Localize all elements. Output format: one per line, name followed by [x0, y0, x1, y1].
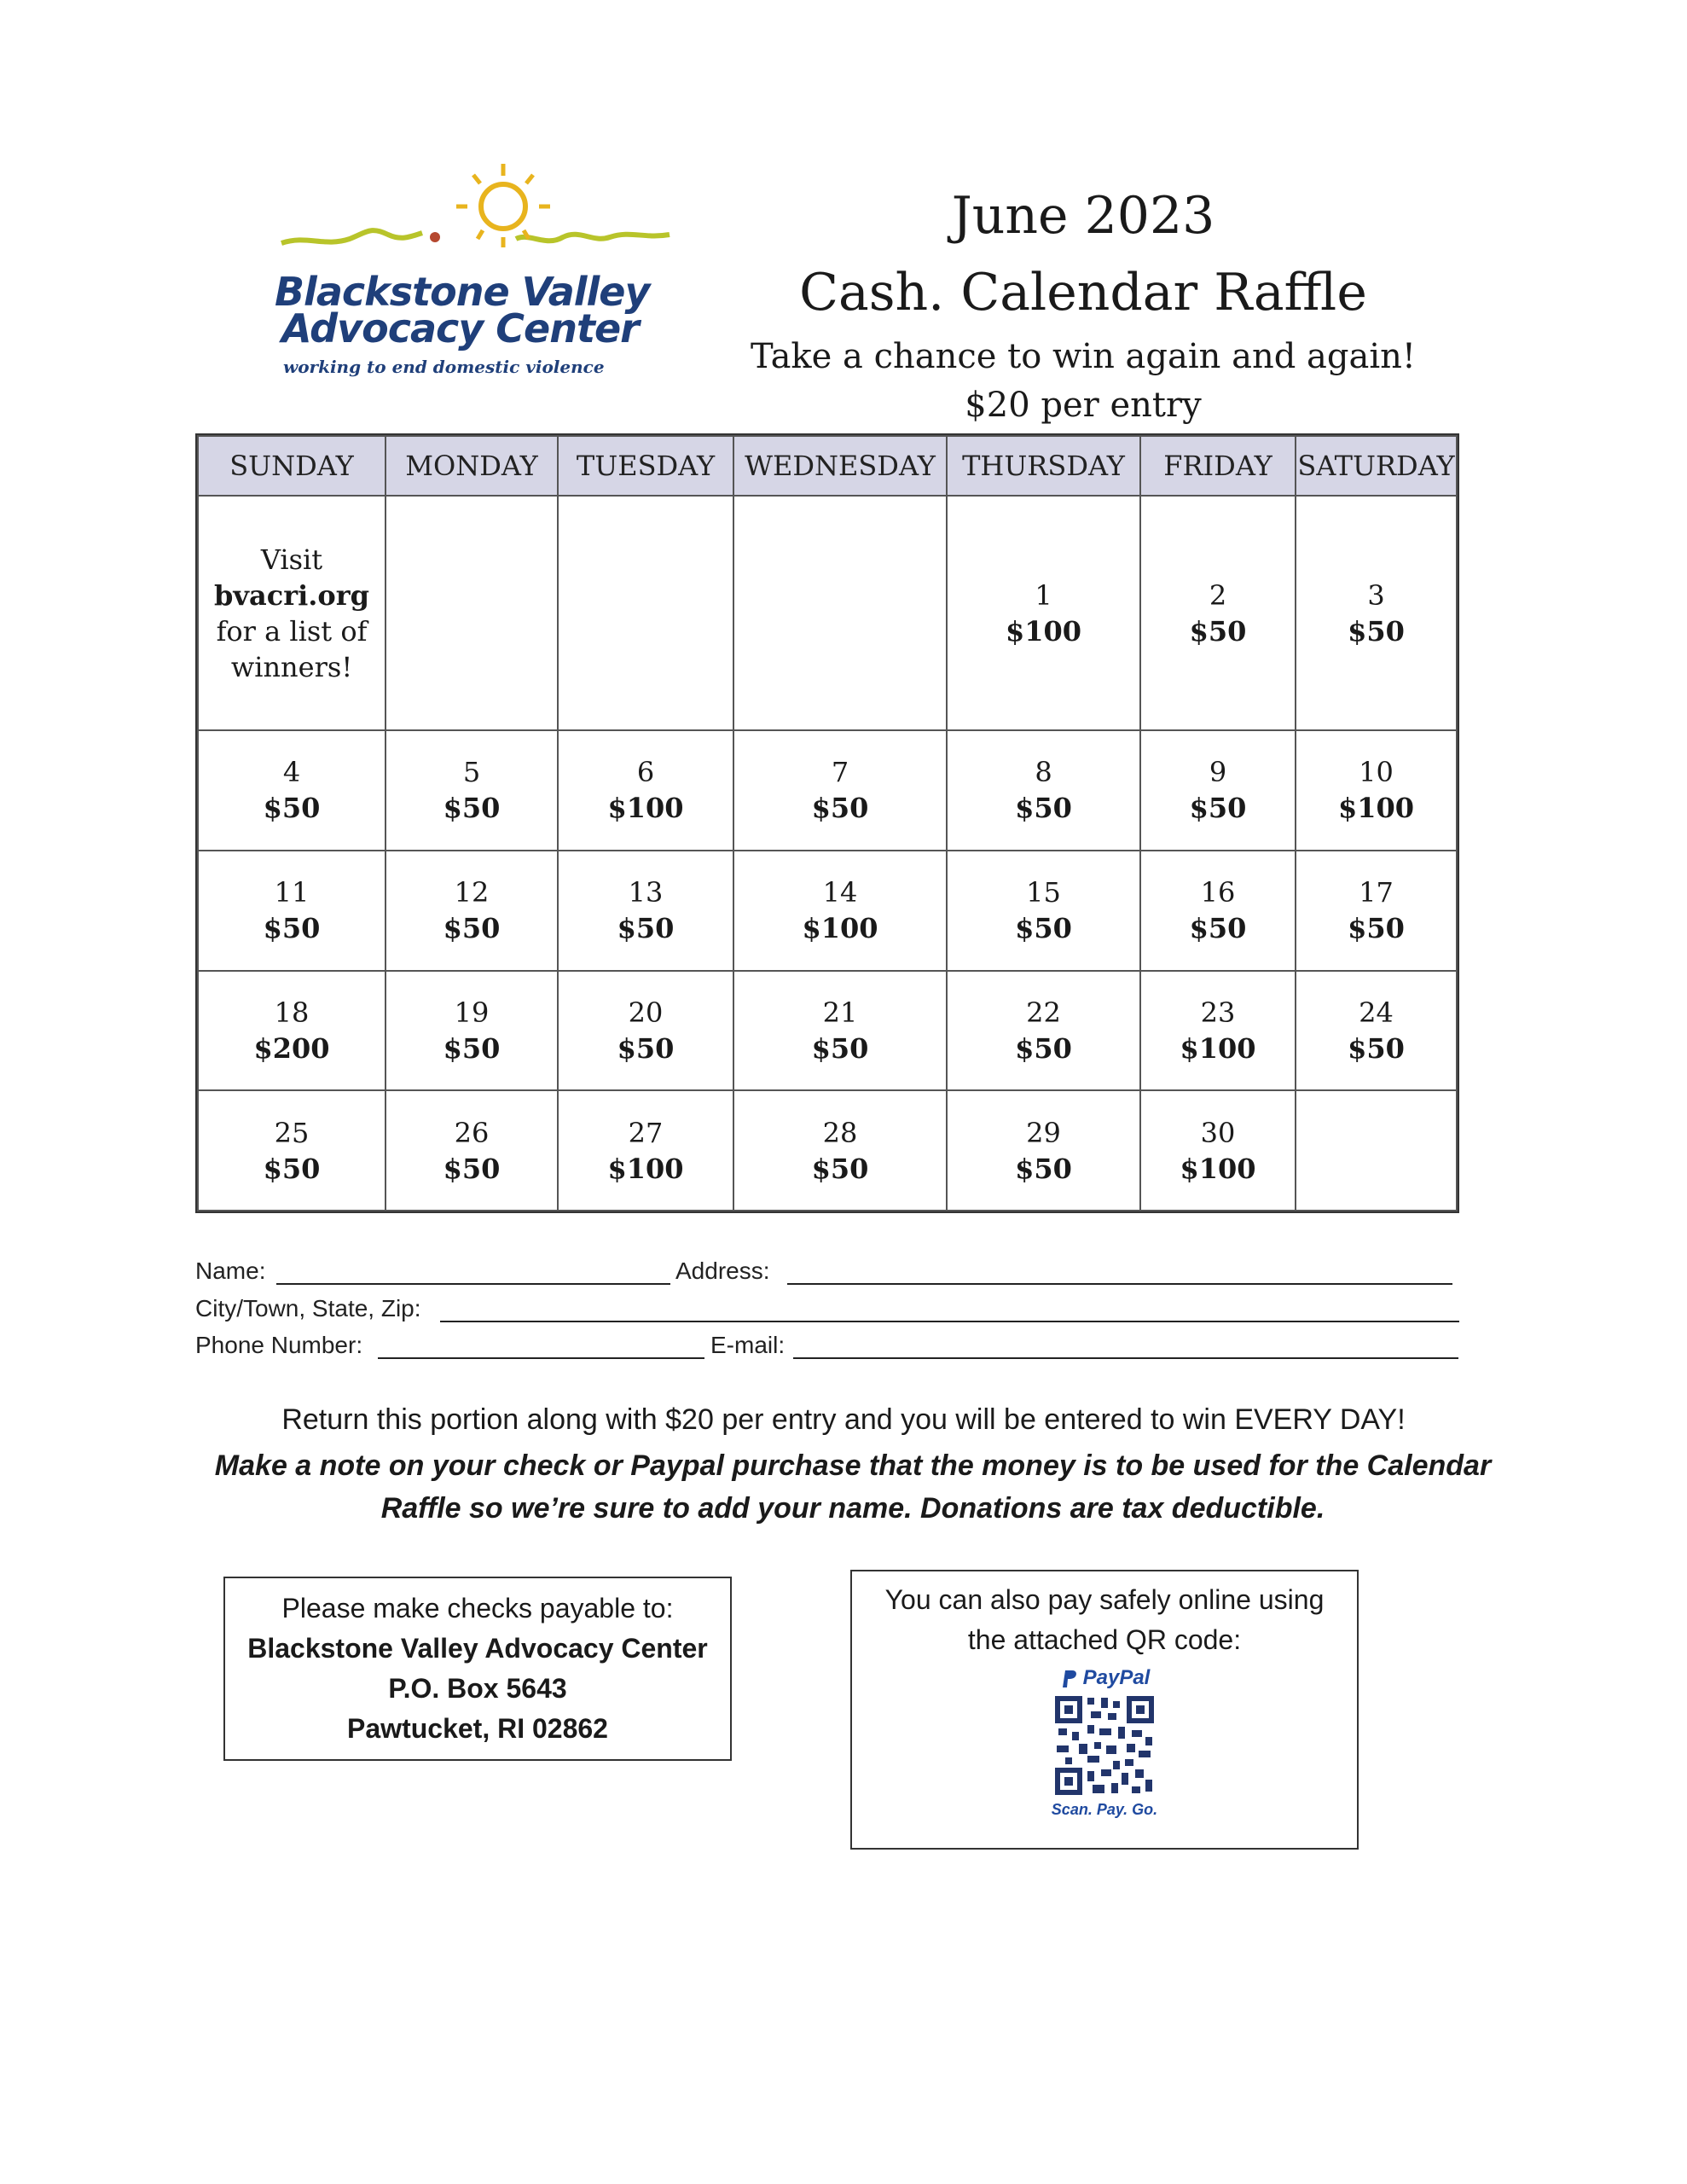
day-number: 15	[1026, 876, 1061, 909]
raffle-calendar	[195, 433, 1459, 1213]
prize-amount: $50	[263, 912, 321, 945]
payable-po-box: P.O. Box 5643	[388, 1673, 567, 1704]
check-note-line2: Raffle so we’re sure to add your name. Donations are tax deductible.	[380, 1492, 1325, 1525]
day-number: 22	[1026, 996, 1061, 1029]
calendar-day-cell	[558, 730, 733, 851]
payable-to-box	[223, 1577, 732, 1761]
calendar-week-row	[198, 851, 1457, 971]
day-number: 29	[1026, 1116, 1061, 1149]
raffle-title: Cash. Calendar Raffle	[799, 263, 1367, 322]
logo-tagline: working to end domestic violence	[283, 357, 605, 377]
calendar-day-cell	[386, 851, 558, 971]
prize-amount: $50	[1348, 912, 1405, 945]
day-number: 5	[462, 756, 481, 789]
calendar-day-cell	[558, 971, 733, 1091]
day-number: 23	[1200, 996, 1236, 1029]
calendar-day-cell	[947, 730, 1140, 851]
calendar-day-cell	[1140, 730, 1296, 851]
email-field[interactable]	[793, 1357, 1458, 1359]
city-label: City/Town, State, Zip:	[195, 1295, 421, 1321]
name-label: Name:	[195, 1258, 266, 1284]
calendar-day-cell	[947, 496, 1140, 730]
return-instructions: Return this portion along with $20 per entry and you will be entered to win EVERY DAY!	[281, 1403, 1406, 1436]
sun-logo-graphic	[273, 154, 691, 273]
winners-note-cell	[198, 496, 386, 730]
day-header-monday: MONDAY	[386, 436, 558, 496]
day-number: 8	[1035, 756, 1052, 789]
paypal-p-icon	[1059, 1667, 1078, 1687]
phone-field[interactable]	[378, 1357, 704, 1359]
calendar-day-cell	[1296, 730, 1457, 851]
day-number: 11	[274, 876, 310, 909]
calendar-day-cell	[1140, 851, 1296, 971]
calendar-day-cell	[198, 851, 386, 971]
prize-amount: $50	[443, 912, 501, 945]
prize-amount: $100	[1005, 614, 1082, 648]
day-number: 19	[454, 996, 490, 1029]
calendar-day-cell	[558, 851, 733, 971]
prize-amount: $50	[811, 1152, 869, 1185]
day-number: 24	[1359, 996, 1394, 1029]
logo-name-line1: Blackstone Valley	[275, 269, 650, 315]
empty-day-cell	[733, 496, 947, 730]
day-number: 16	[1200, 876, 1236, 909]
payable-city: Pawtucket, RI 02862	[347, 1713, 608, 1744]
prize-amount: $50	[1015, 1152, 1072, 1185]
calendar-day-cell	[558, 1090, 733, 1211]
empty-day-cell	[386, 496, 558, 730]
day-number: 18	[274, 996, 310, 1029]
day-number: 1	[1035, 578, 1052, 612]
day-number: 20	[628, 996, 664, 1029]
day-number: 21	[822, 996, 858, 1029]
logo-name-line2: Advocacy Center	[281, 305, 639, 351]
day-number: 27	[628, 1116, 664, 1149]
calendar-day-cell	[1140, 496, 1296, 730]
calendar-week-row	[198, 496, 1457, 730]
day-number: 4	[282, 756, 301, 789]
day-header-friday: FRIDAY	[1140, 436, 1296, 496]
prize-amount: $50	[1015, 912, 1072, 945]
calendar-day-cell	[198, 971, 386, 1091]
prize-amount: $100	[1180, 1031, 1256, 1065]
day-number: 28	[822, 1116, 858, 1149]
paypal-brand: PayPal	[1082, 1666, 1151, 1689]
empty-day-cell	[1296, 1090, 1457, 1211]
calendar-day-cell	[1296, 851, 1457, 971]
calendar-day-cell	[733, 730, 947, 851]
calendar-table	[197, 435, 1458, 1211]
prize-amount: $50	[1189, 912, 1247, 945]
prize-amount: $50	[811, 792, 869, 825]
day-header-saturday: SATURDAY	[1296, 436, 1457, 496]
day-number: 2	[1209, 578, 1227, 612]
online-line1: You can also pay safely online using	[884, 1584, 1325, 1615]
calendar-header-row	[198, 436, 1457, 496]
day-number: 17	[1359, 876, 1394, 909]
prize-amount: $50	[443, 1031, 501, 1065]
prize-amount: $50	[1189, 792, 1247, 825]
city-field[interactable]	[440, 1321, 1459, 1322]
day-number: 7	[831, 756, 849, 789]
calendar-day-cell	[733, 1090, 947, 1211]
paypal-slogan: Scan. Pay. Go.	[1051, 1801, 1158, 1818]
calendar-day-cell	[386, 971, 558, 1091]
calendar-day-cell	[1140, 1090, 1296, 1211]
address-label: Address:	[675, 1258, 770, 1284]
day-header-wednesday: WEDNESDAY	[733, 436, 947, 496]
day-header-thursday: THURSDAY	[947, 436, 1140, 496]
calendar-day-cell	[733, 851, 947, 971]
calendar-day-cell	[947, 1090, 1140, 1211]
calendar-day-cell	[386, 1090, 558, 1211]
day-number: 26	[454, 1116, 490, 1149]
payable-intro: Please make checks payable to:	[281, 1593, 674, 1623]
calendar-day-cell	[1140, 971, 1296, 1091]
prize-amount: $50	[811, 1031, 869, 1065]
day-number: 9	[1209, 756, 1227, 789]
prize-amount: $50	[443, 1152, 501, 1185]
calendar-day-cell	[198, 730, 386, 851]
org-logo	[273, 154, 691, 384]
prize-amount: $50	[1348, 1031, 1405, 1065]
calendar-week-row	[198, 1090, 1457, 1211]
day-number: 6	[636, 756, 655, 789]
prize-amount: $50	[617, 1031, 675, 1065]
day-number: 10	[1359, 756, 1394, 789]
calendar-day-cell	[198, 1090, 386, 1211]
day-number: 12	[454, 876, 490, 909]
raffle-month: June 2023	[951, 186, 1215, 246]
calendar-day-cell	[947, 971, 1140, 1091]
calendar-day-cell	[947, 851, 1140, 971]
empty-day-cell	[558, 496, 733, 730]
day-header-tuesday: TUESDAY	[558, 436, 733, 496]
prize-amount: $100	[802, 912, 878, 945]
online-payment-box	[850, 1570, 1359, 1850]
prize-amount: $200	[253, 1031, 330, 1065]
check-note-line1: Make a note on your check or Paypal purchase that the money is to be used for the Calendar	[214, 1449, 1492, 1482]
calendar-day-cell	[1296, 496, 1457, 730]
prize-amount: $50	[443, 792, 501, 825]
winners-site-link[interactable]: bvacri.org	[214, 578, 369, 612]
calendar-day-cell	[386, 730, 558, 851]
online-line2: the attached QR code:	[967, 1624, 1242, 1655]
raffle-price: $20 per entry	[965, 386, 1202, 425]
prize-amount: $50	[617, 912, 675, 945]
payable-org: Blackstone Valley Advocacy Center	[247, 1633, 708, 1664]
prize-amount: $50	[1189, 614, 1247, 648]
email-label: E-mail:	[710, 1332, 786, 1358]
calendar-day-cell	[733, 971, 947, 1091]
prize-amount: $50	[263, 1152, 321, 1185]
day-number: 3	[1367, 578, 1385, 612]
winners-note-line: winners!	[230, 650, 353, 683]
calendar-week-row	[198, 971, 1457, 1091]
prize-amount: $50	[1015, 1031, 1072, 1065]
day-number: 30	[1200, 1116, 1236, 1149]
calendar-week-row	[198, 730, 1457, 851]
prize-amount: $100	[1337, 792, 1415, 825]
day-header-sunday: SUNDAY	[198, 436, 386, 496]
winners-note-line: for a list of	[216, 614, 368, 648]
prize-amount: $50	[1348, 614, 1405, 648]
prize-amount: $100	[607, 1152, 684, 1185]
calendar-day-cell	[1296, 971, 1457, 1091]
prize-amount: $100	[607, 792, 684, 825]
prize-amount: $50	[263, 792, 321, 825]
name-field[interactable]	[276, 1283, 670, 1285]
day-number: 25	[274, 1116, 310, 1149]
day-number: 14	[822, 876, 858, 909]
day-number: 13	[628, 876, 664, 909]
address-field[interactable]	[787, 1283, 1452, 1285]
raffle-tagline: Take a chance to win again and again!	[751, 337, 1416, 376]
qr-code-icon[interactable]	[1053, 1694, 1156, 1797]
winners-note-line: Visit	[260, 543, 323, 576]
prize-amount: $100	[1180, 1152, 1256, 1185]
phone-label: Phone Number:	[195, 1332, 363, 1358]
prize-amount: $50	[1015, 792, 1072, 825]
